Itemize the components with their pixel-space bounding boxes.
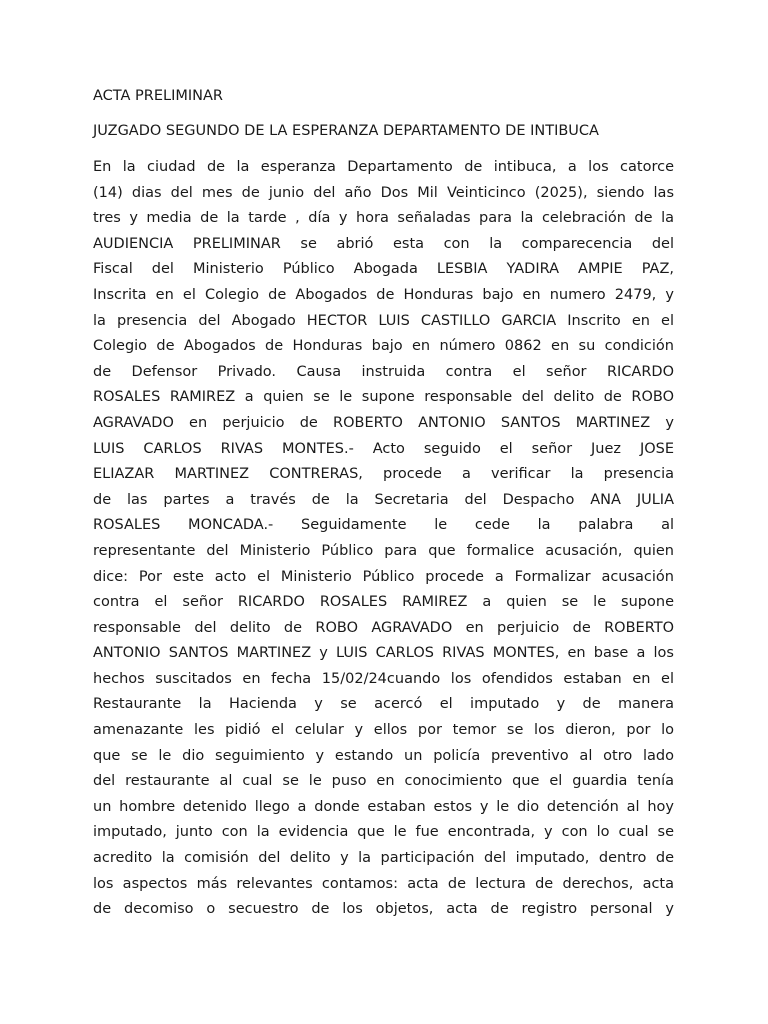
paragraph-line: representante del Ministerio Público para que formalice acusación, quien [93, 542, 674, 559]
paragraph-line: ROSALES MONCADA.- Seguidamente le cede la palabra al [93, 517, 674, 534]
paragraph-line: ELIAZAR MARTINEZ CONTRERAS, procede a verificar la presencia [93, 466, 674, 483]
paragraph-line: En la ciudad de la esperanza Departamento de intibuca, a los catorce [93, 159, 674, 175]
paragraph-line: ROSALES RAMIREZ a quien se le supone responsable del delito de ROBO [93, 389, 674, 406]
paragraph-line: (14) dias del mes de junio del año Dos Mil Veinticinco (2025), siendo las [93, 184, 674, 201]
paragraph-line: AGRAVADO en perjuicio de ROBERTO ANTONIO SANTOS MARTINEZ y [93, 414, 674, 431]
paragraph-line: tres y media de la tarde , día y hora señaladas para la celebración de la [93, 210, 674, 227]
paragraph-line: de Defensor Privado. Causa instruida contra el señor RICARDO [93, 363, 674, 380]
paragraph-line: LUIS CARLOS RIVAS MONTES.- Acto seguido el señor Juez JOSE [93, 440, 674, 457]
paragraph-line: amenazante les pidió el celular y ellos por temor se los dieron, por lo [93, 722, 674, 739]
paragraph-line: Fiscal del Ministerio Público Abogada LESBIA YADIRA AMPIE PAZ, [93, 261, 674, 278]
document-body [93, 155, 674, 923]
paragraph-line: la presencia del Abogado HECTOR LUIS CASTILLO GARCIA Inscrito en el [93, 312, 674, 329]
paragraph-line: de las partes a través de la Secretaria del Despacho ANA JULIA [93, 491, 674, 508]
paragraph-line: Colegio de Abogados de Honduras bajo en número 0862 en su condición [93, 338, 674, 355]
paragraph-line: del restaurante al cual se le puso en conocimiento que el guardia tenía [93, 773, 674, 790]
paragraph-line: acredito la comisión del delito y la participación del imputado, dentro de [93, 850, 674, 867]
paragraph-line: contra el señor RICARDO ROSALES RAMIREZ a quien se le supone [93, 594, 674, 611]
paragraph-line: los aspectos más relevantes contamos: acta de lectura de derechos, acta [93, 875, 674, 892]
paragraph-line: responsable del delito de ROBO AGRAVADO en perjuicio de ROBERTO [93, 619, 674, 636]
paragraph-line: Inscrita en el Colegio de Abogados de Honduras bajo en numero 2479, y [93, 286, 674, 303]
paragraph-line: Restaurante la Hacienda y se acercó el imputado y de manera [93, 696, 674, 713]
paragraph-line: que se le dio seguimiento y estando un policía preventivo al otro lado [93, 747, 674, 764]
document-title: ACTA PRELIMINAR [93, 88, 224, 104]
paragraph-line: ANTONIO SANTOS MARTINEZ y LUIS CARLOS RIVAS MONTES, en base a los [93, 645, 674, 662]
court-name: JUZGADO SEGUNDO DE LA ESPERANZA DEPARTAMENTO DE INTIBUCA [93, 123, 599, 139]
paragraph-line: de decomiso o secuestro de los objetos, acta de registro personal y [93, 901, 674, 918]
paragraph-line: imputado, junto con la evidencia que le fue encontrada, y con lo cual se [93, 824, 674, 841]
paragraph-line: AUDIENCIA PRELIMINAR se abrió esta con la comparecencia del [93, 235, 674, 252]
paragraph-line: dice: Por este acto el Ministerio Público procede a Formalizar acusación [93, 568, 674, 585]
paragraph-line: hechos suscitados en fecha 15/02/24cuando los ofendidos estaban en el [93, 670, 674, 687]
paragraph-line: un hombre detenido llego a donde estaban estos y le dio detención al hoy [93, 798, 674, 815]
